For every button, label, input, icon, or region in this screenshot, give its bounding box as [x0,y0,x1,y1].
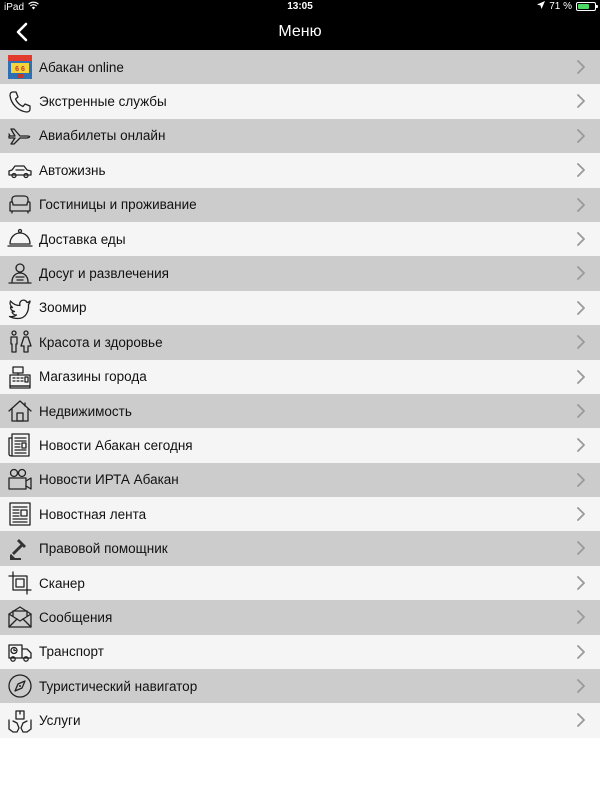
menu-item[interactable] [0,119,600,153]
status-bar-right [537,1,596,12]
menu-item[interactable] [0,635,600,669]
menu-item-label: Гостиницы и проживание [39,197,197,213]
device-name: iPad [4,1,25,13]
status-time: 13:05 [287,1,313,12]
menu-item-label: Новости Абакан сегодня [39,437,193,453]
battery-level-fill [578,4,589,9]
menu-item[interactable] [0,188,600,222]
chevron-right-icon [576,198,586,212]
status-bar [0,0,600,14]
menu-item[interactable] [0,394,600,428]
crop-scanner-icon [7,570,33,596]
video-camera-icon [7,467,33,493]
menu-item[interactable] [0,325,600,359]
menu-item-label: Досуг и развлечения [39,266,169,282]
battery-percent: 71 % [549,1,572,12]
chevron-right-icon [576,60,586,74]
menu-item-label: Новостная лента [39,506,147,522]
menu-item[interactable] [0,84,600,118]
battery-icon [576,2,596,11]
armchair-icon [7,192,33,218]
menu-item-label: Сканер [39,575,85,591]
chevron-right-icon [576,576,586,590]
chevron-right-icon [576,335,586,349]
truck-icon [7,639,33,665]
bird-icon [7,295,33,321]
services-hands-icon [7,708,33,734]
navigation-bar [0,14,600,50]
menu-item[interactable] [0,669,600,703]
menu-item[interactable] [0,566,600,600]
menu-item-label: Доставка еды [39,231,126,247]
menu-item-label: Экстренные службы [39,94,167,110]
menu-item-label: Красота и здоровье [39,334,163,350]
house-icon [7,398,33,424]
envelope-icon [7,604,33,630]
menu-item-label: Новости ИРТА Абакан [39,472,179,488]
menu-item[interactable] [0,222,600,256]
news-feed-icon [7,501,33,527]
chevron-right-icon [576,129,586,143]
menu-item[interactable] [0,291,600,325]
chevron-right-icon [576,645,586,659]
chevron-right-icon [576,541,586,555]
newspaper-icon [7,432,33,458]
menu-item[interactable] [0,600,600,634]
menu-item-label: Автожизнь [39,162,106,178]
car-icon [7,157,33,183]
city-logo-icon [7,54,33,80]
page-title: Меню [278,23,322,40]
menu-item[interactable] [0,497,600,531]
menu-item[interactable] [0,50,600,84]
menu-item[interactable] [0,256,600,290]
location-arrow-icon [537,1,545,12]
svg-text:6 6: 6 6 [15,66,25,74]
menu-item[interactable] [0,428,600,462]
chevron-right-icon [576,232,586,246]
man-woman-icon [7,329,33,355]
chevron-right-icon [576,713,586,727]
phone-icon [7,89,33,115]
menu-item-label: Правовой помощник [39,541,168,557]
cash-register-icon [7,364,33,390]
menu-list [0,50,600,738]
menu-item-label: Недвижимость [39,403,132,419]
leisure-person-icon [7,261,33,287]
menu-item[interactable] [0,153,600,187]
chevron-right-icon [576,507,586,521]
airplane-icon [7,123,33,149]
chevron-right-icon [576,679,586,693]
menu-item[interactable] [0,463,600,497]
compass-icon [7,673,33,699]
menu-item-label: Транспорт [39,644,104,660]
menu-item-label: Абакан online [39,59,124,75]
chevron-right-icon [576,163,586,177]
gavel-icon [7,536,33,562]
menu-item[interactable] [0,360,600,394]
chevron-right-icon [576,370,586,384]
menu-item-label: Сообщения [39,609,113,625]
chevron-right-icon [576,301,586,315]
menu-item-label: Туристический навигатор [39,678,198,694]
menu-item[interactable] [0,703,600,737]
food-cloche-icon [7,226,33,252]
chevron-right-icon [576,266,586,280]
menu-item-label: Зоомир [39,300,87,316]
chevron-right-icon [576,473,586,487]
chevron-right-icon [576,404,586,418]
menu-item[interactable] [0,531,600,565]
menu-item-label: Авиабилеты онлайн [39,128,166,144]
menu-item-label: Услуги [39,713,81,729]
chevron-right-icon [576,438,586,452]
chevron-right-icon [576,610,586,624]
menu-item-label: Магазины города [39,369,147,385]
chevron-right-icon [576,94,586,108]
